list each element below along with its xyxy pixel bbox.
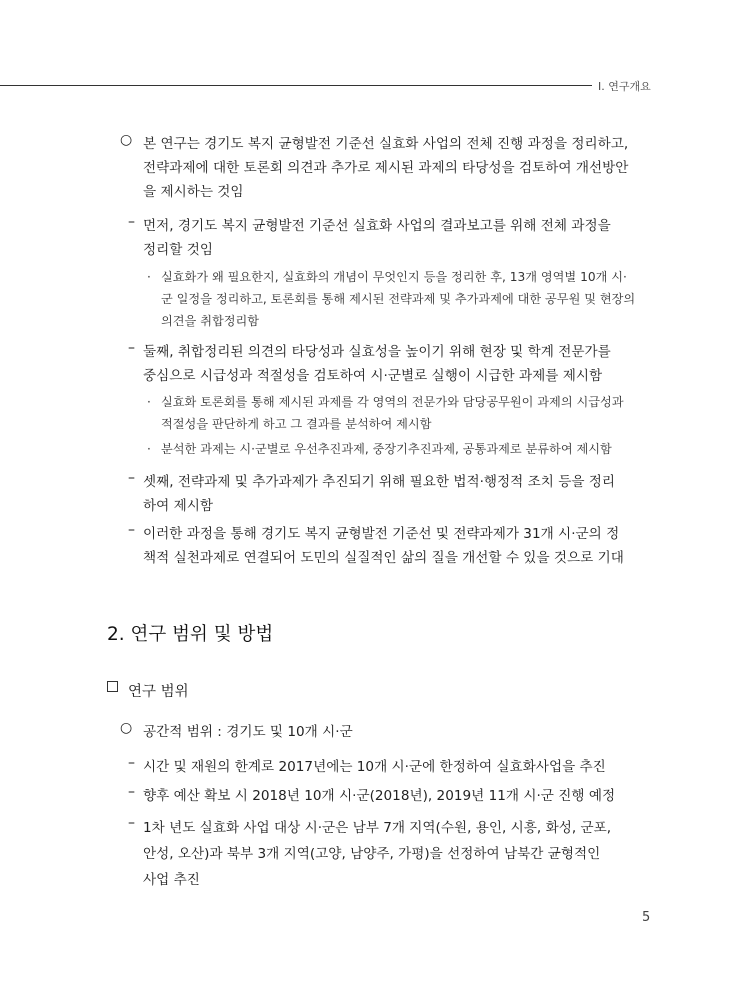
scope-time: 시간 및 재원의 한계로 2017년에는 10개 시·군에 한정하여 실효화사업을 추진 [143, 759, 606, 775]
dash-bullet-icon: – [128, 214, 135, 230]
dash-bullet-icon: – [128, 784, 135, 800]
circle-bullet-icon: ○ [120, 720, 133, 736]
section-title: 2. 연구 범위 및 방법 [107, 624, 274, 645]
running-header: Ⅰ. 연구개요 [598, 80, 651, 93]
scope-targets: 1차 년도 실효화 사업 대상 시·군은 남부 7개 지역(수원, 용인, 시흥, 화성, 군포, 안성, 오산)과 북부 3개 지역(고양, 남양주, 가평)을 선정하여 남북간 균형적인 사업 추진 [143, 820, 612, 888]
bullet-second: 둘째, 취합정리된 의견의 타당성과 실효성을 높이기 위해 현장 및 학계 전문가를 중심으로 시급성과 적절성을 검토하여 시·군별로 실행이 시급한 과제를 제시함 [143, 344, 611, 384]
dot-bullet-icon: · [147, 270, 151, 284]
header-rule [0, 85, 592, 86]
sub-bullet-3: 분석한 과제는 시·군별로 우선추진과제, 중장기추진과제, 공통과제로 분류하여 제시함 [161, 442, 612, 456]
dash-bullet-icon: – [128, 340, 135, 356]
sub-bullet-2: 실효화 토론회를 통해 제시된 과제를 각 영역의 전문가와 담당공무원이 과제의 시급성과 적절성을 판단하게 하고 그 결과를 분석하여 제시함 [161, 395, 624, 431]
dot-bullet-icon: · [147, 442, 151, 456]
scope-budget: 향후 예산 확보 시 2018년 10개 시·군(2018년), 2019년 11개 시·군 진행 예정 [143, 788, 616, 804]
dash-bullet-icon: – [128, 755, 135, 771]
subsection-title: 연구 범위 [128, 684, 189, 700]
bullet-third: 셋째, 전략과제 및 추가과제가 추진되기 위해 필요한 법적·행정적 조치 등을 정리 하여 제시함 [143, 474, 616, 514]
bullet-purpose: 본 연구는 경기도 복지 균형발전 기준선 실효화 사업의 전체 진행 과정을 정리하고, 전략과제에 대한 토론회 의견과 추가로 제시된 과제의 타당성을 검토하여 개선방안 을 제시하는 것임 [143, 136, 629, 200]
dot-bullet-icon: · [147, 395, 151, 409]
square-bullet-icon [107, 681, 118, 692]
dash-bullet-icon: – [128, 815, 135, 831]
bullet-first: 먼저, 경기도 복지 균형발전 기준선 실효화 사업의 결과보고를 위해 전체 과정을 정리할 것임 [143, 218, 611, 258]
page-number: 5 [642, 910, 651, 925]
sub-bullet-1: 실효화가 왜 필요한지, 실효화의 개념이 무엇인지 등을 정리한 후, 13개 영역별 10개 시· 군 일정을 정리하고, 토론회를 통해 제시된 전략과제 및 추가과제에 대한 공무원 및 현장의 의견을 취합정리함 [161, 270, 636, 328]
dash-bullet-icon: – [128, 522, 135, 538]
dash-bullet-icon: – [128, 470, 135, 486]
bullet-fourth: 이러한 과정을 통해 경기도 복지 균형발전 기준선 및 전략과제가 31개 시·군의 정 책적 실천과제로 연결되어 도민의 실질적인 삶의 질을 개선할 수 있을 것으로 기대 [143, 526, 624, 566]
scope-spatial: 공간적 범위 : 경기도 및 10개 시·군 [143, 724, 353, 740]
circle-bullet-icon: ○ [120, 132, 133, 148]
